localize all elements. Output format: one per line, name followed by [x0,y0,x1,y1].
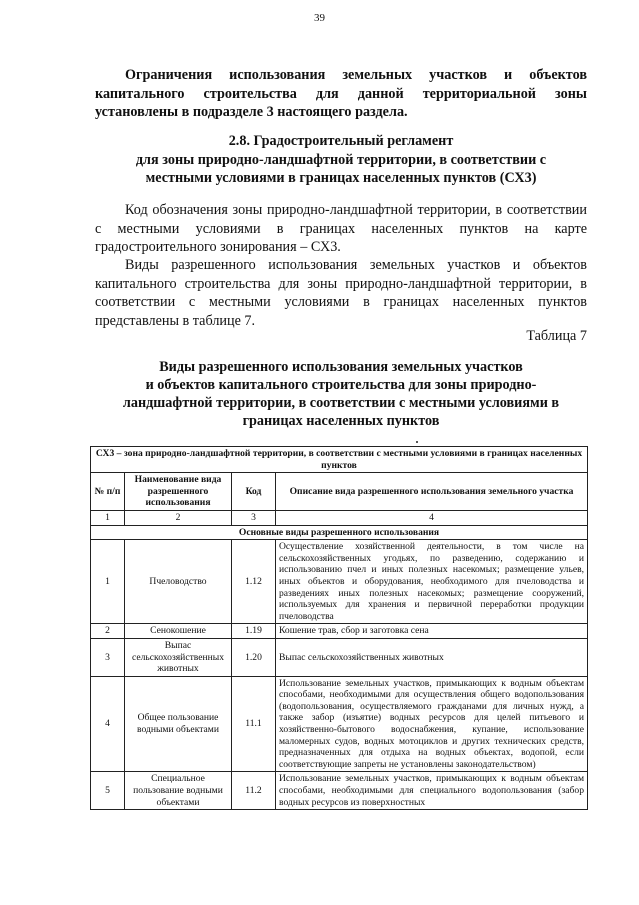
section-main-cell: Основные виды разрешенного использования [91,525,588,540]
row-num: 1 [91,540,125,624]
table-caption: Таблица 7 [526,328,587,344]
page-number: 39 [314,12,325,24]
table-title-line: и объектов капитального строительства для зоны природно- [145,377,537,393]
header-description: Описание вида разрешенного использования земельного участка [276,473,588,511]
row-description: Осуществление хозяйственной деятельности, в том числе на сельскохозяйственных угодьях, по разведению, содержанию и использованию пчел и иных полезных насекомых; размещение ульев, иных объектов и оборудования, необходимого для пчеловодства и разведениях иных полезных насекомых; размещение сооружений, используемых для хранения и первичной переработки продукции пчеловодства [276,540,588,624]
row-num: 4 [91,676,125,772]
header-num: № п/п [91,473,125,511]
zone-header-cell: СХ3 – зона природно-ландшафтной территории, в соответствии с местными условиями в границах населенных пунктов [91,447,588,473]
table-title-line: Виды разрешенного использования земельных участков [159,359,523,375]
row-num: 5 [91,772,125,810]
types-paragraph: Виды разрешенного использования земельных участков и объектов капитального строительства для зоны природно-ландшафтной территории, в соответствии с местными условиями в границах населенных пунктов представлены в таблице 7. [95,257,587,329]
index-cell: 3 [232,510,276,525]
table-row [91,540,588,624]
row-name: Сенокошение [125,624,232,639]
table-section-row [91,525,588,540]
stray-dot [416,441,418,443]
row-code: 1.19 [232,624,276,639]
row-description: Выпас сельскохозяйственных животных [276,638,588,676]
row-description: Кошение трав, сбор и заготовка сена [276,624,588,639]
table-row [91,772,588,810]
intro-paragraph: Ограничения использования земельных участков и объектов капитального строительства для данной территориальной зоны установлены в подразделе 3 настоящего раздела. [95,67,587,120]
index-cell: 1 [91,510,125,525]
table-title-line: ландшафтной территории, в соответствии с местными условиями в [122,395,560,411]
regulation-table [90,446,588,810]
code-paragraph: Код обозначения зоны природно-ландшафтной территории, в соответствии с местными условиями в границах населенных пунктов на карте градостроительного зонирования – СХ3. [95,202,587,255]
table-zone-header-row [91,447,588,473]
row-name: Выпас сельскохозяйственных животных [125,638,232,676]
row-code: 11.1 [232,676,276,772]
index-cell: 2 [125,510,232,525]
row-description: Использование земельных участков, примыкающих к водным объектам способами, необходимыми для осуществления общего водопользования (водопользования, осуществляемого гражданами для личных нужд, а также забор (изъятие) водных ресурсов для целей питьевого и хозяйственно-бытового водоснабжения, купание, использование маломерных судов, водных мотоциклов и других технических средств, предназначенных для отдыха на водных объектах, водопой, если соответствующие запреты не установлены законодательством) [276,676,588,772]
row-code: 1.20 [232,638,276,676]
row-code: 11.2 [232,772,276,810]
header-name: Наименование вида разрешенного использования [125,473,232,511]
table-header-row [91,473,588,511]
table-row [91,624,588,639]
table-row [91,676,588,772]
row-description: Использование земельных участков, примыкающих к водным объектам способами, необходимыми для специального водопользования (забор водных ресурсов из поверхностных [276,772,588,810]
section-heading-line: местными условиями в границах населенных пунктов (СХ3) [145,170,537,186]
table-title [95,358,587,430]
header-code: Код [232,473,276,511]
row-num: 2 [91,624,125,639]
row-name: Пчеловодство [125,540,232,624]
row-code: 1.12 [232,540,276,624]
row-name: Общее пользование водными объектами [125,676,232,772]
index-cell: 4 [276,510,588,525]
row-num: 3 [91,638,125,676]
section-heading [95,132,587,188]
table-row [91,638,588,676]
section-heading-line: для зоны природно-ландшафтной территории, в соответствии с [135,151,547,168]
row-name: Специальное пользование водными объектами [125,772,232,810]
table-title-line: границах населенных пунктов [242,413,440,429]
table-index-row [91,510,588,525]
section-heading-line: 2.8. Градостроительный регламент [228,133,454,149]
